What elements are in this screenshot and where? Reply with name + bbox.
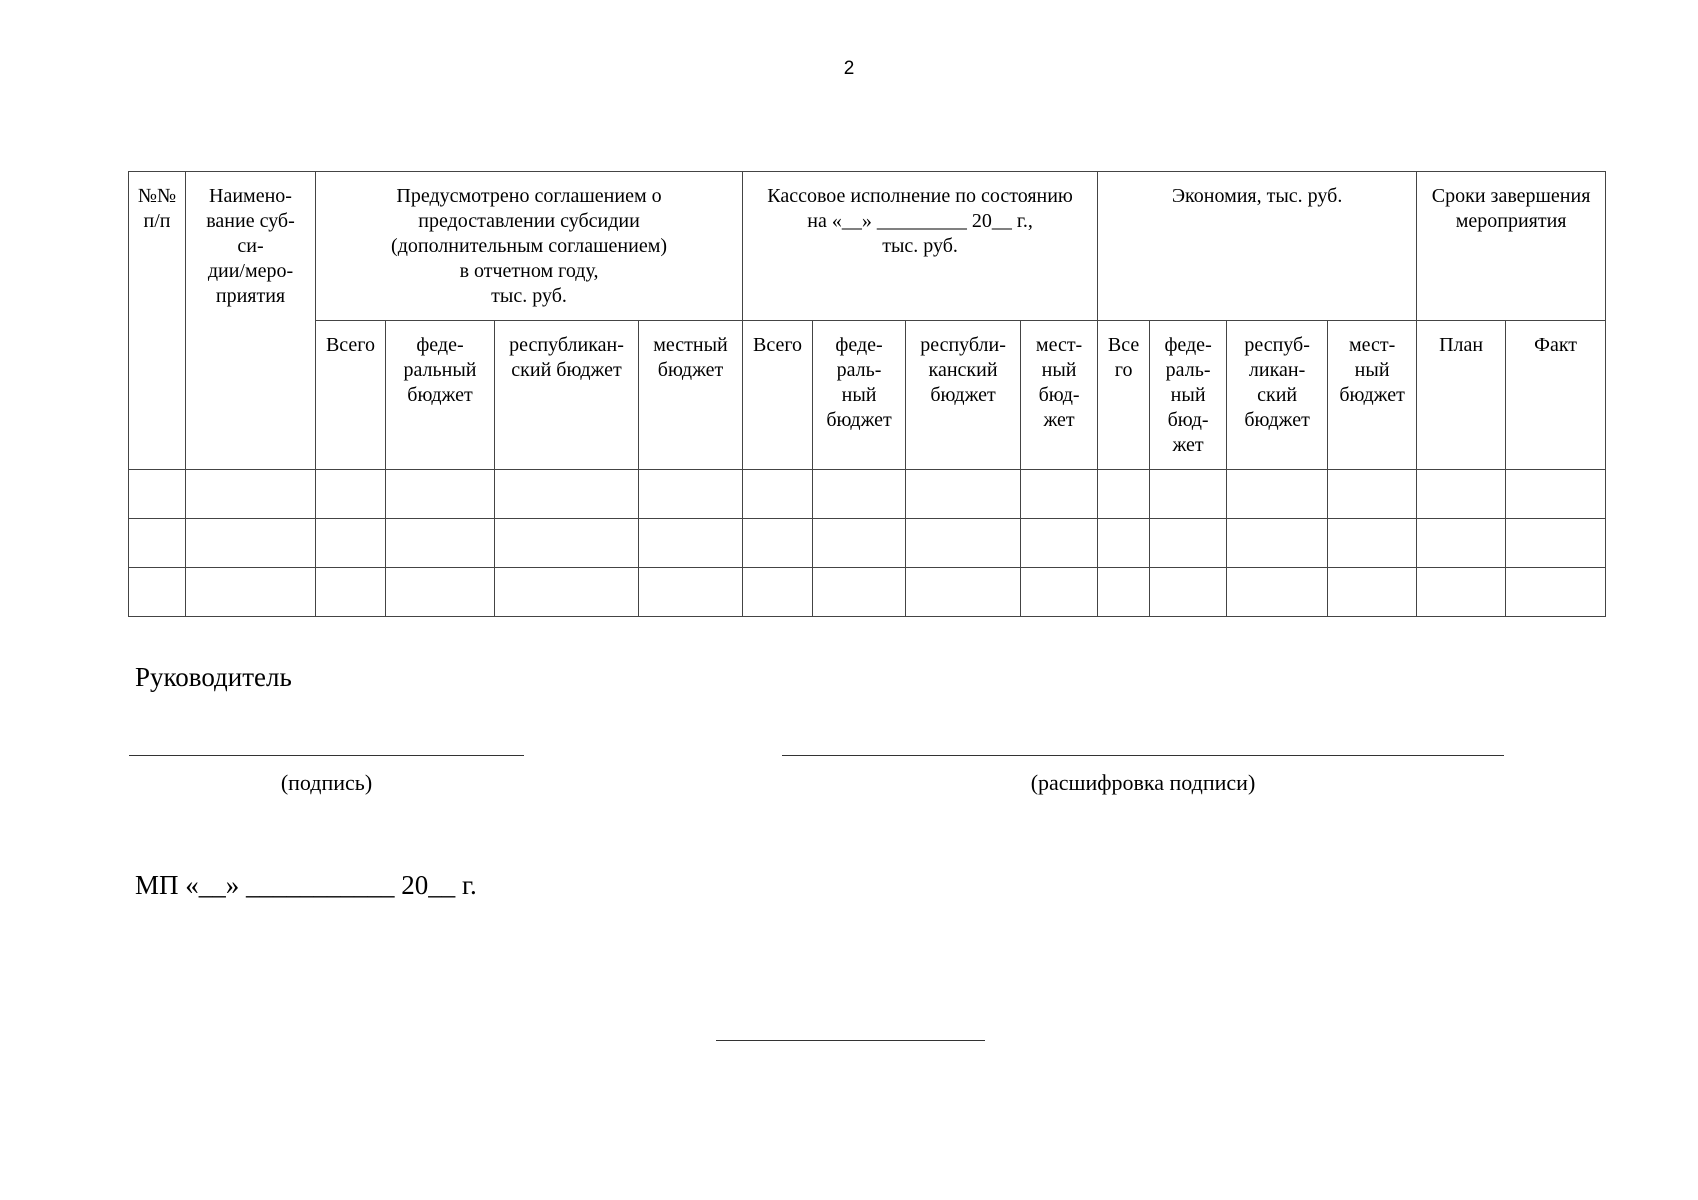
table-cell[interactable] <box>186 470 316 519</box>
table-cell[interactable] <box>813 519 906 568</box>
table-cell[interactable] <box>743 519 813 568</box>
table-cell[interactable] <box>1506 470 1606 519</box>
table-cell[interactable] <box>1021 470 1098 519</box>
table-cell[interactable] <box>186 519 316 568</box>
table-cell[interactable] <box>1417 568 1506 617</box>
table-cell[interactable] <box>495 568 639 617</box>
table-cell[interactable] <box>186 568 316 617</box>
table-cell[interactable] <box>129 568 186 617</box>
table-cell[interactable] <box>1417 519 1506 568</box>
header-num: №№ п/п <box>129 172 186 470</box>
table-cell[interactable] <box>1150 470 1227 519</box>
table-cell[interactable] <box>1506 519 1606 568</box>
header-row <box>129 172 1606 321</box>
subheader-agreement-local: местный бюджет <box>639 321 743 470</box>
table-cell[interactable] <box>1227 470 1328 519</box>
subheader-savings-republic: респуб- ликан- ский бюджет <box>1227 321 1328 470</box>
subheader-cash-republic: республи- канский бюджет <box>906 321 1021 470</box>
table-cell[interactable] <box>1021 519 1098 568</box>
subheader-agreement-federal: феде- ральный бюджет <box>386 321 495 470</box>
table-cell[interactable] <box>1328 470 1417 519</box>
table-cell[interactable] <box>386 470 495 519</box>
table-cell[interactable] <box>129 519 186 568</box>
subheader-agreement-total: Всего <box>316 321 386 470</box>
subheader-cash-total: Всего <box>743 321 813 470</box>
table-cell[interactable] <box>1328 519 1417 568</box>
table-cell[interactable] <box>1227 519 1328 568</box>
table-cell[interactable] <box>129 470 186 519</box>
subheader-savings-local: мест- ный бюджет <box>1328 321 1417 470</box>
header-deadline: Сроки завершения мероприятия <box>1417 172 1606 321</box>
header-agreement: Предусмотрено соглашением о предоставлении субсидии (дополнительным соглашением) в отчетном году, тыс. руб. <box>316 172 743 321</box>
table-row <box>129 470 1606 519</box>
stamp-date-line: МП «__» ___________ 20__ г. <box>135 870 477 900</box>
table-cell[interactable] <box>813 470 906 519</box>
subheader-savings-total: Все го <box>1098 321 1150 470</box>
table-cell[interactable] <box>316 568 386 617</box>
table-cell[interactable] <box>495 519 639 568</box>
report-table <box>128 171 1606 617</box>
table-cell[interactable] <box>906 519 1021 568</box>
table-cell[interactable] <box>495 470 639 519</box>
signature-line[interactable] <box>129 755 524 756</box>
table-cell[interactable] <box>639 568 743 617</box>
table-cell[interactable] <box>1150 568 1227 617</box>
subheader-cash-federal: феде- раль- ный бюджет <box>813 321 906 470</box>
table-cell[interactable] <box>386 519 495 568</box>
table-cell[interactable] <box>1098 568 1150 617</box>
signature-decoding-caption: (расшифровка подписи) <box>1030 770 1256 795</box>
table-cell[interactable] <box>813 568 906 617</box>
table-cell[interactable] <box>639 519 743 568</box>
subheader-plan: План <box>1417 321 1506 470</box>
signature-caption: (подпись) <box>280 770 373 795</box>
table-row <box>129 568 1606 617</box>
table-cell[interactable] <box>316 519 386 568</box>
footer-separator-line <box>716 1040 985 1041</box>
table-cell[interactable] <box>906 470 1021 519</box>
table-cell[interactable] <box>1506 568 1606 617</box>
subheader-fact: Факт <box>1506 321 1606 470</box>
subheader-cash-local: мест- ный бюд- жет <box>1021 321 1098 470</box>
page-number: 2 <box>843 58 855 79</box>
table-cell[interactable] <box>1150 519 1227 568</box>
header-name: Наимено- вание суб- си- дии/меро- приятия <box>186 172 316 470</box>
signature-decoding-line[interactable] <box>782 755 1504 756</box>
table-cell[interactable] <box>639 470 743 519</box>
table-cell[interactable] <box>743 470 813 519</box>
subheader-agreement-republic: республикан- ский бюджет <box>495 321 639 470</box>
table-cell[interactable] <box>1417 470 1506 519</box>
subheader-savings-federal: феде- раль- ный бюд- жет <box>1150 321 1227 470</box>
header-cash-execution: Кассовое исполнение по состоянию на «__» _________ 20__ г., тыс. руб. <box>743 172 1098 321</box>
table-cell[interactable] <box>906 568 1021 617</box>
table-cell[interactable] <box>1021 568 1098 617</box>
table-cell[interactable] <box>316 470 386 519</box>
table-cell[interactable] <box>1098 470 1150 519</box>
table-cell[interactable] <box>743 568 813 617</box>
table-cell[interactable] <box>386 568 495 617</box>
table-cell[interactable] <box>1227 568 1328 617</box>
header-savings: Экономия, тыс. руб. <box>1098 172 1417 321</box>
table-cell[interactable] <box>1328 568 1417 617</box>
table-cell[interactable] <box>1098 519 1150 568</box>
manager-label: Руководитель <box>135 662 292 692</box>
subheader-row <box>129 321 1606 470</box>
table-row <box>129 519 1606 568</box>
